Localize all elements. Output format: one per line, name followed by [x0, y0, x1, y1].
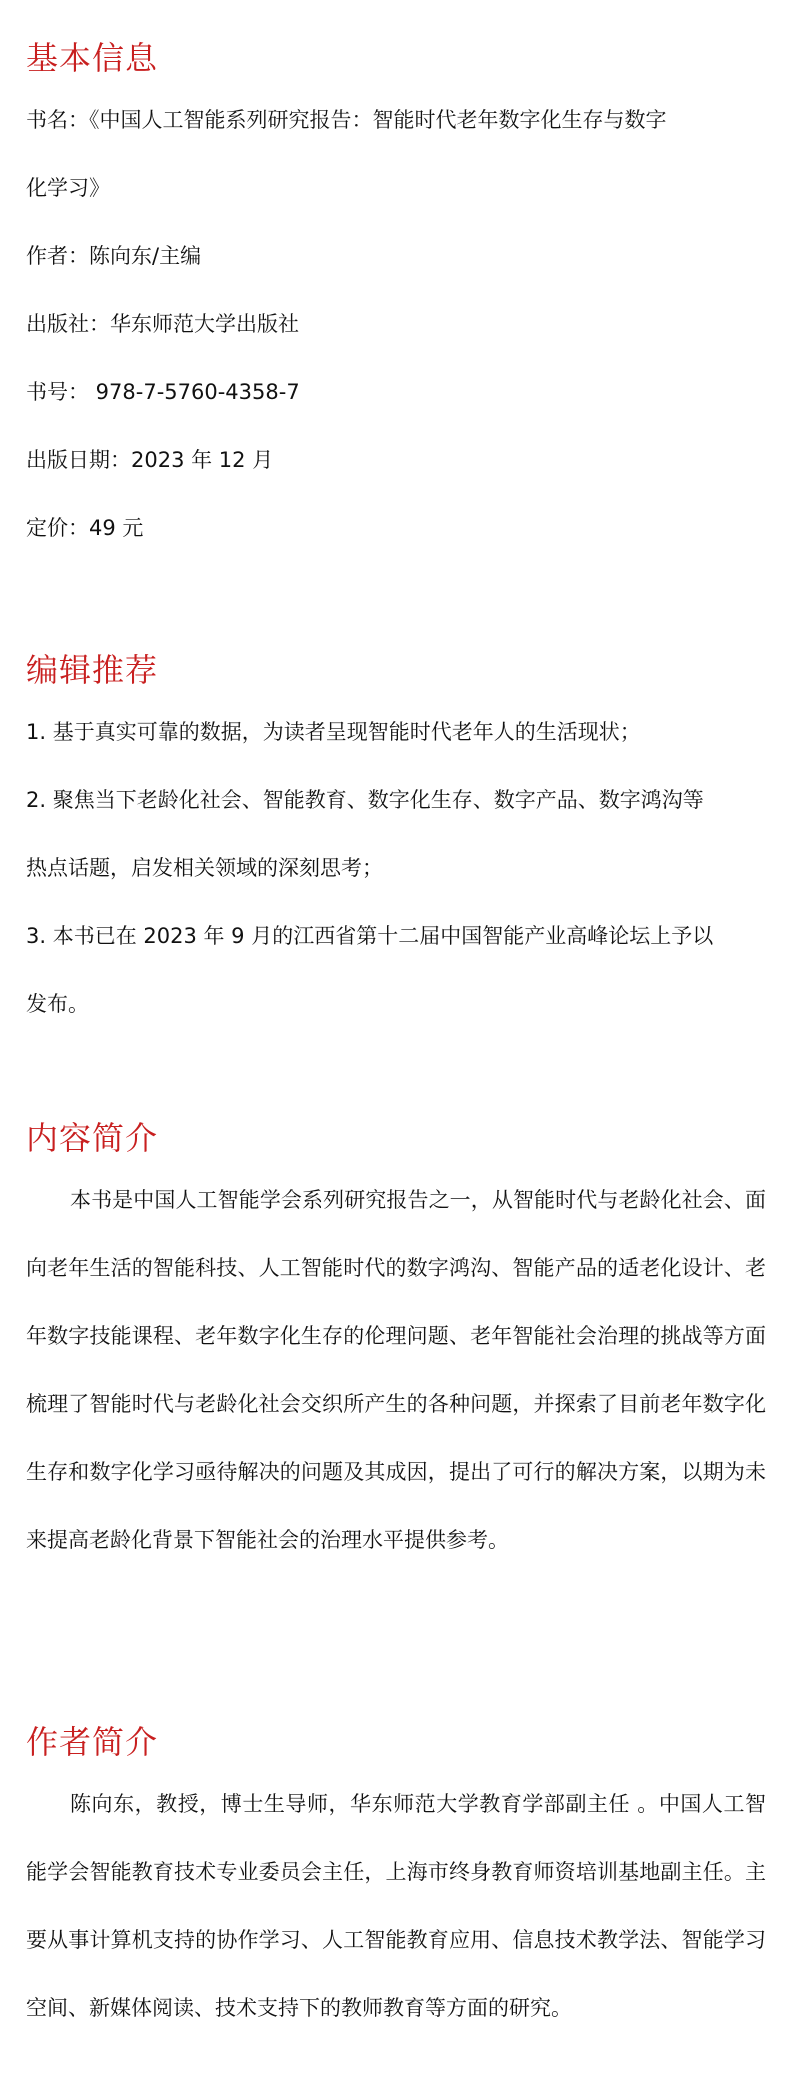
author-line: 作者：陈向东/主编 — [26, 244, 202, 268]
author-intro-body — [26, 1770, 766, 2042]
content-intro-body — [26, 1166, 766, 1574]
recommend-item-3-line-2: 发布。 — [26, 992, 89, 1016]
publisher-line: 出版社：华东师范大学出版社 — [26, 312, 299, 336]
publish-date-line: 出版日期：2023 年 12 月 — [26, 448, 274, 472]
isbn-line: 书号： 978-7-5760-4358-7 — [26, 380, 300, 404]
editor-recommend-section — [26, 650, 766, 1038]
author-intro-section — [26, 1722, 766, 2042]
book-name-line-2: 化学习》 — [26, 176, 110, 200]
basic-info-lines — [26, 86, 766, 562]
section-title-basic-info: 基本信息 — [26, 39, 159, 77]
recommend-item-1: 1. 基于真实可靠的数据，为读者呈现智能时代老年人的生活现状； — [26, 720, 641, 744]
section-title-content-intro: 内容简介 — [26, 1119, 159, 1157]
price-line: 定价：49 元 — [26, 516, 144, 540]
recommend-item-3-line-1: 3. 本书已在 2023 年 9 月的江西省第十二届中国智能产业高峰论坛上予以 — [26, 924, 714, 948]
recommend-item-2-line-2: 热点话题，启发相关领域的深刻思考； — [26, 856, 383, 880]
content-intro-section — [26, 1118, 766, 1574]
recommend-item-2-line-1: 2. 聚焦当下老龄化社会、智能教育、数字化生存、数字产品、数字鸿沟等 — [26, 788, 704, 812]
section-title-author-intro: 作者简介 — [26, 1723, 159, 1761]
section-title-editor-recommend: 编辑推荐 — [26, 651, 159, 689]
content-intro-paragraph: 本书是中国人工智能学会系列研究报告之一，从智能时代与老龄化社会、面向老年生活的智能科技、人工智能时代的数字鸿沟、智能产品的适老化设计、老年数字技能课程、老年数字化生存的伦理问题、老年智能社会治理的挑战等方面梳理了智能时代与老龄化社会交织所产生的各种问题，并探索了目前老年数字化生存和数字化学习亟待解决的问题及其成因，提出了可行的解决方案，以期为未来提高老龄化背景下智能社会的治理水平提供参考。 — [26, 1188, 766, 1552]
book-name-line-1: 书名：《中国人工智能系列研究报告：智能时代老年数字化生存与数字 — [26, 108, 667, 132]
editor-recommend-lines — [26, 698, 766, 1038]
basic-info-section — [26, 38, 766, 562]
author-intro-paragraph: 陈向东，教授，博士生导师，华东师范大学教育学部副主任 。中国人工智能学会智能教育技术专业委员会主任，上海市终身教育师资培训基地副主任。主要从事计算机支持的协作学习、人工智能教育应用、信息技术教学法、智能学习空间、新媒体阅读、技术支持下的教师教育等方面的研究。 — [26, 1792, 766, 2020]
